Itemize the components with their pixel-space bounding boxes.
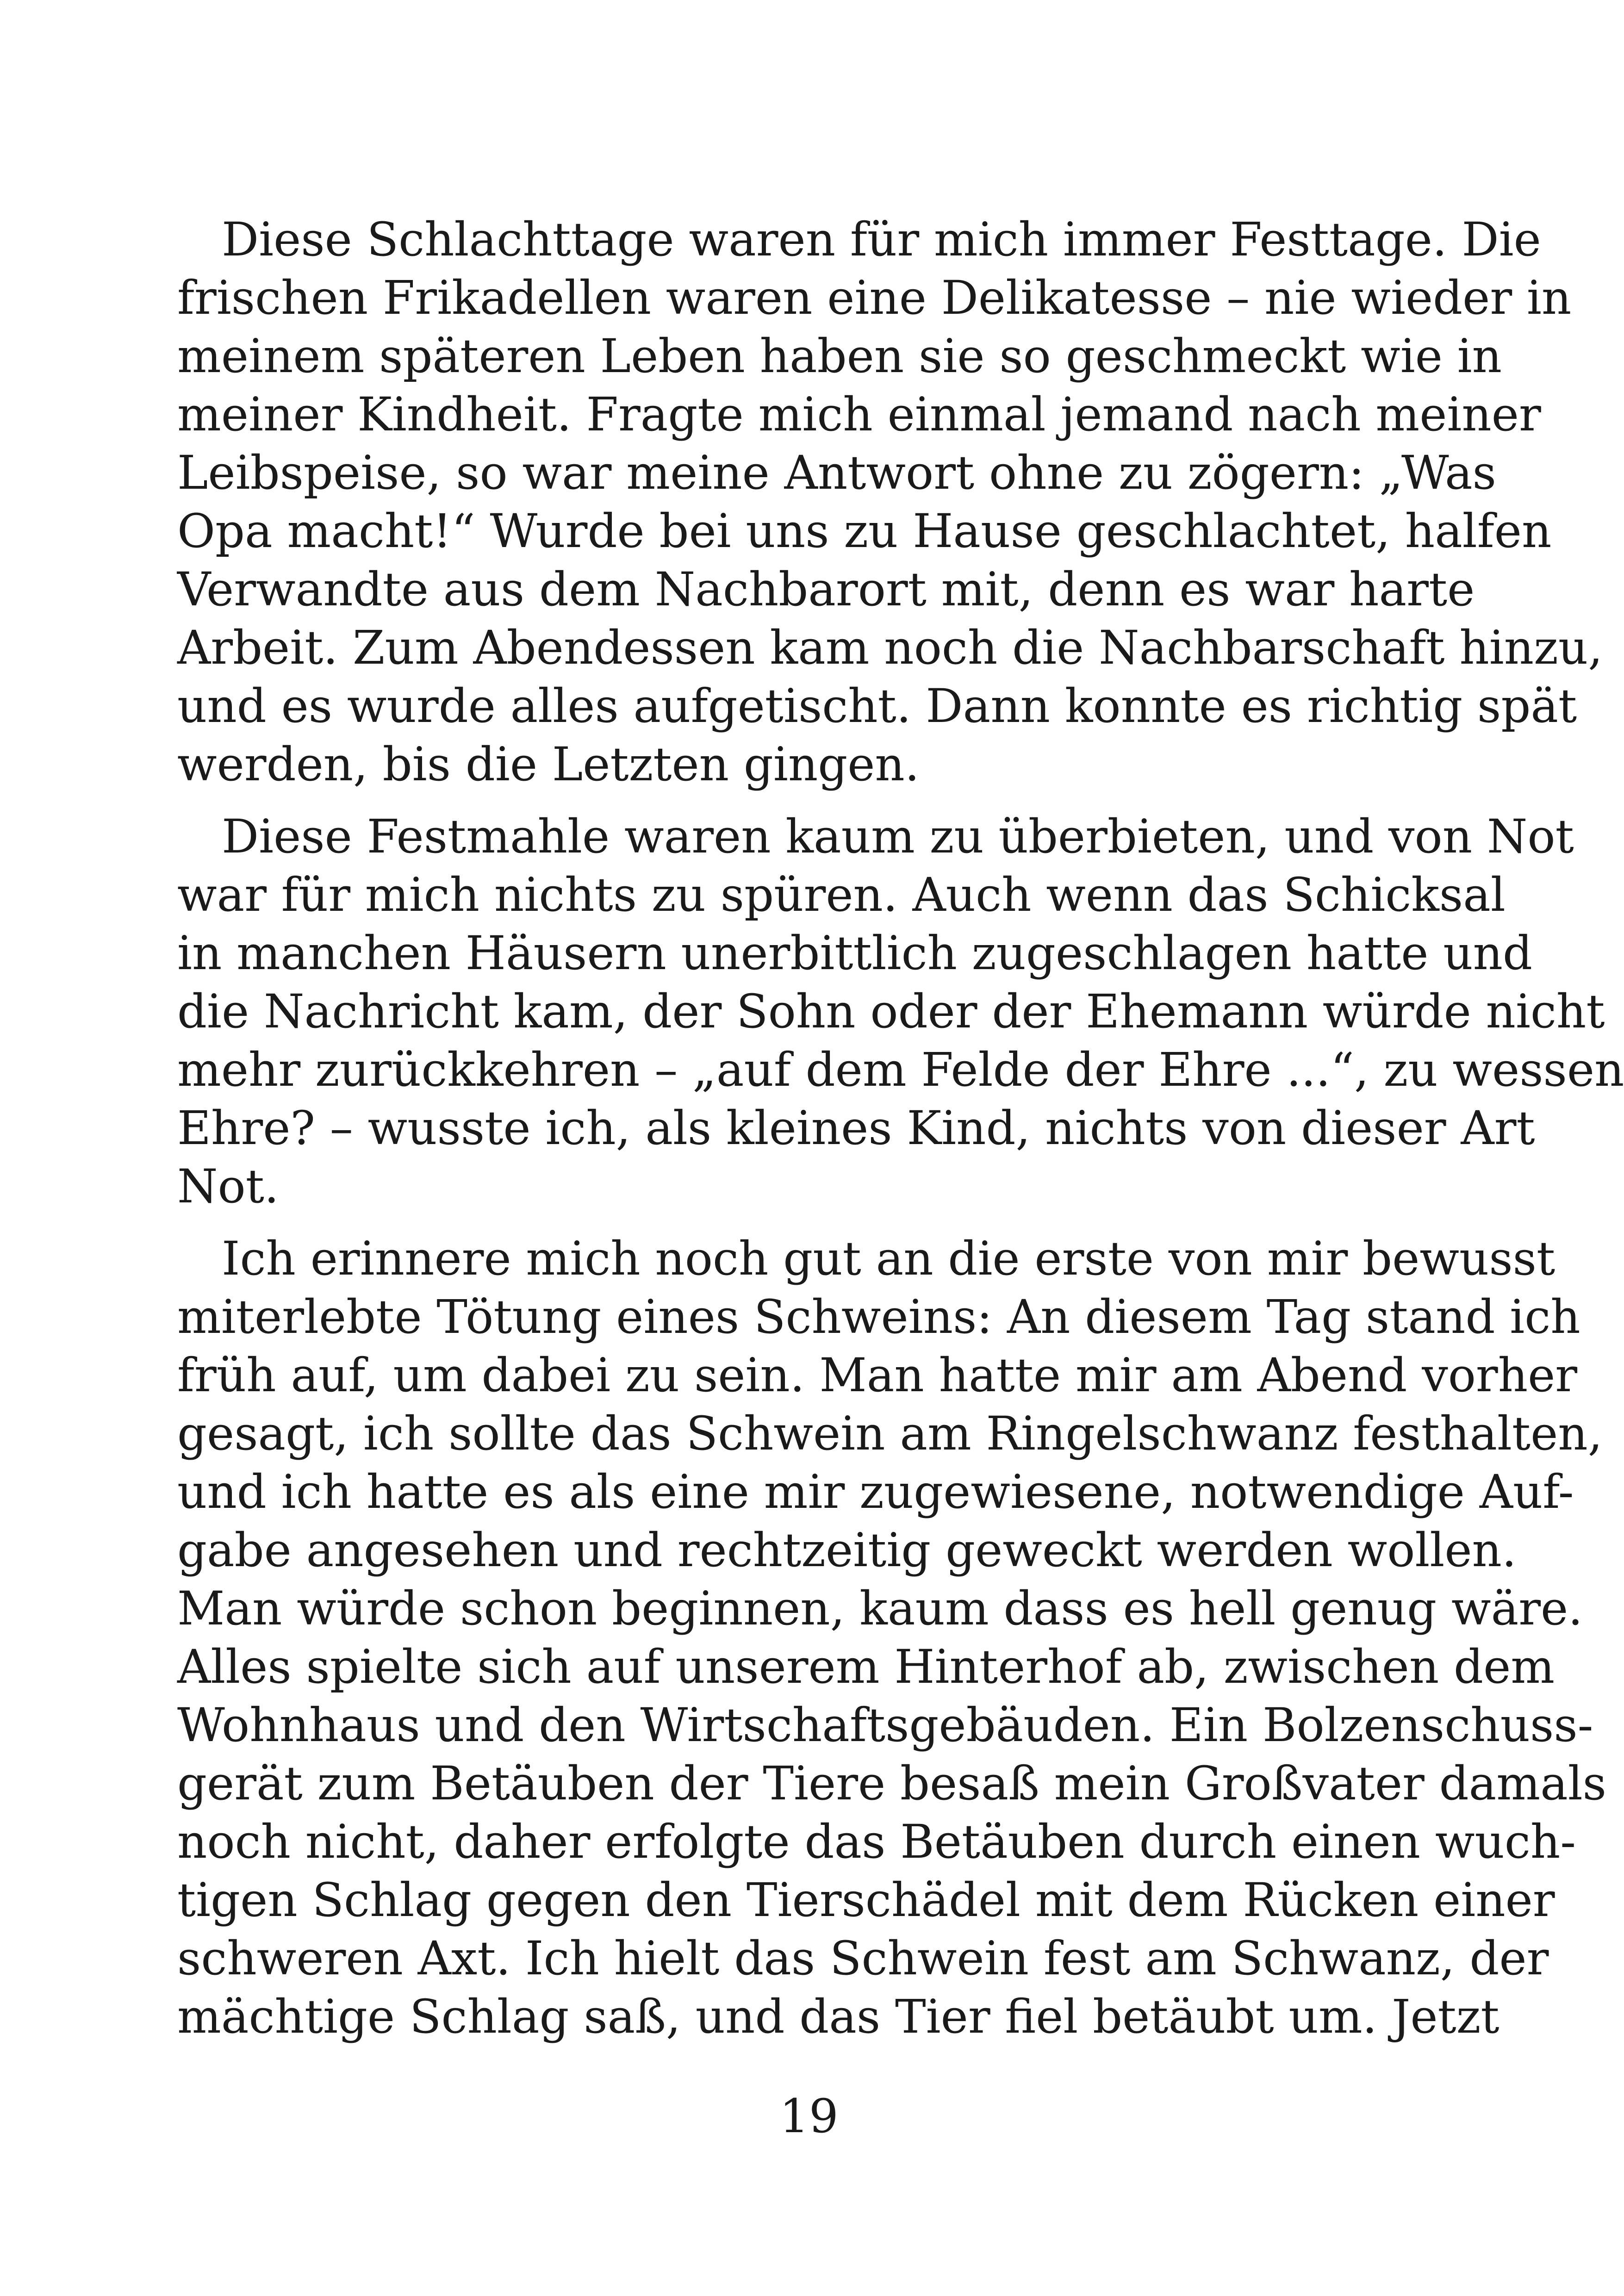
text-line: Diese Festmahle waren kaum zu überbieten, und von Not (222, 809, 1574, 864)
text-line: mächtige Schlag saß, und das Tier fiel betäubt um. Jetzt (177, 1990, 1500, 2044)
text-line: Alles spielte sich auf unserem Hinterhof ab, zwischen dem (177, 1640, 1555, 1694)
text-line: Leibspeise, so war meine Antwort ohne zu zögern: „Was (177, 446, 1496, 500)
text-line: meiner Kindheit. Fragte mich einmal jemand nach meiner (177, 387, 1541, 442)
text-line: Wohnhaus und den Wirtschaftsgebäuden. Ein Bolzenschuss- (177, 1698, 1593, 1752)
text-line: werden, bis die Letzten gingen. (177, 737, 920, 791)
text-line: und ich hatte es als eine mir zugewiesene, notwendige Auf- (177, 1465, 1574, 1519)
text-line: noch nicht, daher erfolgte das Betäuben durch einen wuch- (177, 1815, 1576, 1869)
paragraph (177, 808, 1624, 1216)
body-text (177, 211, 1624, 2046)
text-line: war für mich nichts zu spüren. Auch wenn das Schicksal (177, 868, 1506, 922)
text-line: Not. (177, 1159, 279, 1213)
text-line: Opa macht!“ Wurde bei uns zu Hause geschlachtet, halfen (177, 504, 1552, 558)
text-line: meinem späteren Leben haben sie so geschmeckt wie in (177, 329, 1502, 383)
text-line: Ehre? – wusste ich, als kleines Kind, nichts von dieser Art (177, 1101, 1535, 1155)
text-line: Man würde schon beginnen, kaum dass es hell genug wäre. (177, 1581, 1583, 1636)
paragraph (177, 1230, 1606, 2046)
text-line: Ich erinnere mich noch gut an die erste von mir bewusst (222, 1232, 1556, 1286)
text-line: tigen Schlag gegen den Tierschädel mit dem Rücken einer (177, 1873, 1555, 1927)
text-line: in manchen Häusern unerbittlich zugeschlagen hatte und (177, 926, 1533, 980)
text-line: gesagt, ich sollte das Schwein am Ringelschwanz festhalten, (177, 1406, 1603, 1461)
text-line: die Nachricht kam, der Sohn oder der Ehemann würde nicht (177, 984, 1605, 1039)
page-number: 19 (779, 2089, 839, 2143)
text-line: Diese Schlachttage waren für mich immer Festtage. Die (222, 212, 1541, 267)
text-line: gerät zum Betäuben der Tiere besaß mein Großvater damals (177, 1756, 1606, 1811)
text-line: frischen Frikadellen waren eine Delikatesse – nie wieder in (177, 271, 1572, 325)
text-line: Arbeit. Zum Abendessen kam noch die Nachbarschaft hinzu, (177, 621, 1603, 675)
text-line: gabe angesehen und rechtzeitig geweckt werden wollen. (177, 1523, 1517, 1577)
text-line: schweren Axt. Ich hielt das Schwein fest am Schwanz, der (177, 1931, 1549, 1985)
text-line: und es wurde alles aufgetischt. Dann konnte es richtig spät (177, 679, 1577, 733)
text-line: früh auf, um dabei zu sein. Man hatte mir am Abend vorher (177, 1348, 1578, 1402)
paragraph (177, 211, 1603, 794)
text-line: Verwandte aus dem Nachbarort mit, denn es war harte (177, 562, 1475, 616)
text-line: miterlebte Tötung eines Schweins: An diesem Tag stand ich (177, 1290, 1580, 1344)
text-line: mehr zurückkehren – „auf dem Felde der Ehre ...“, zu wessen (177, 1043, 1624, 1097)
